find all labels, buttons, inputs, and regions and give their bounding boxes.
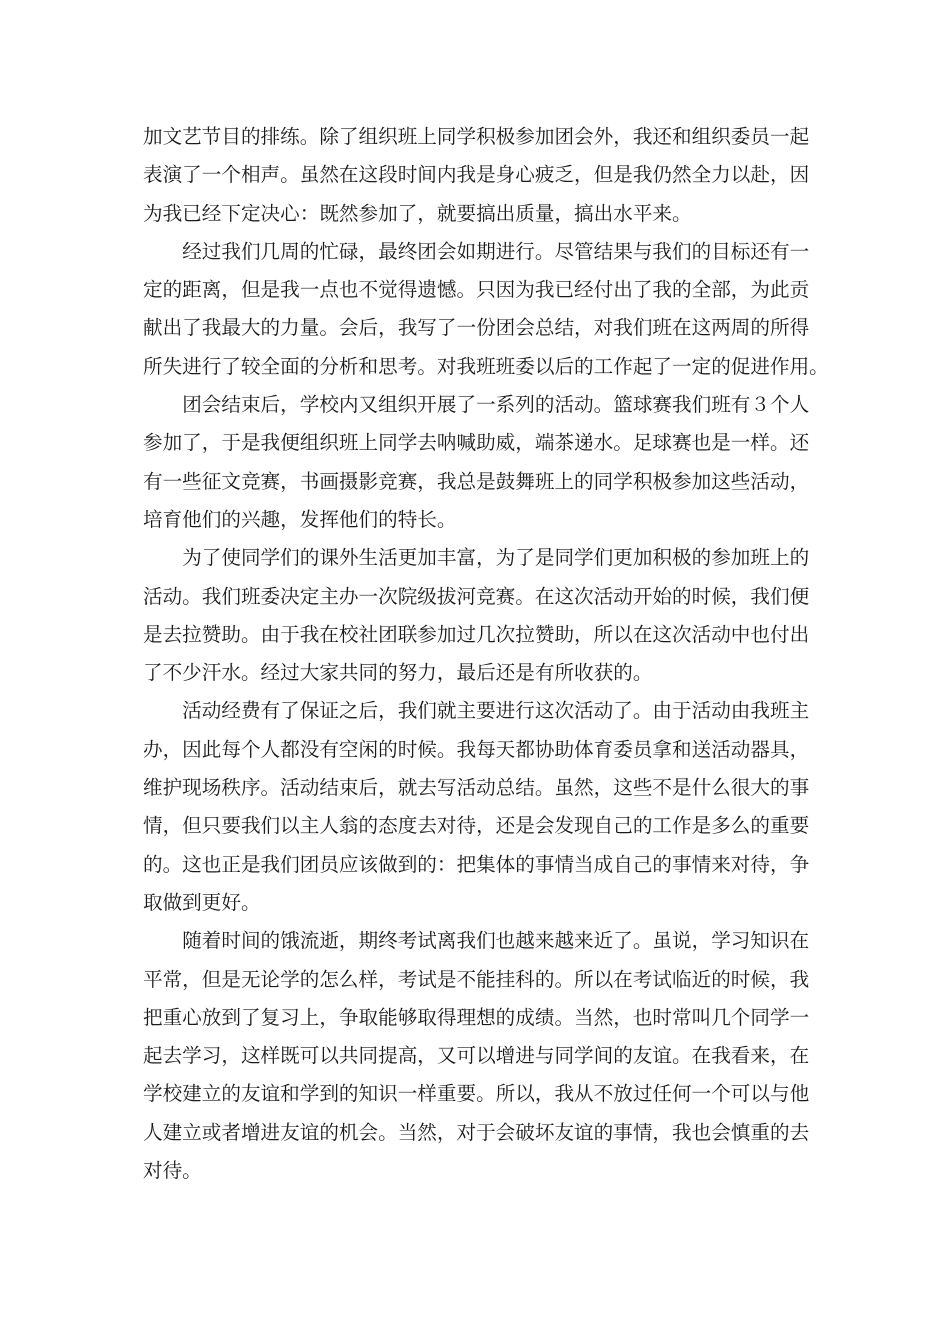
text-line: 办，因此每个人都没有空闲的时候。我每天都协助体育委员拿和送活动器具， — [143, 737, 810, 761]
text-line: 取做到更好。 — [143, 890, 261, 914]
paragraph — [143, 922, 811, 1190]
paragraph — [143, 118, 811, 233]
document-body — [143, 118, 829, 1190]
text-line: 为了使同学们的课外生活更加丰富，为了是同学们更加积极的参加班上的 — [182, 546, 810, 570]
text-line: 维护现场秩序。活动结束后，就去写活动总结。虽然，这些不是什么很大的事 — [143, 776, 810, 800]
text-line: 参加了，于是我便组织班上同学去呐喊助威，端茶递水。足球赛也是一样。还 — [143, 431, 810, 455]
text-line: 起去学习，这样既可以共同提高，又可以增进与同学间的友谊。在我看来，在 — [143, 1044, 810, 1068]
text-line: 培育他们的兴趣，发挥他们的特长。 — [143, 507, 457, 531]
text-line: 团会结束后，学校内又组织开展了一系列的活动。篮球赛我们班有３个人 — [182, 393, 810, 417]
text-line: 学校建立的友谊和学到的知识一样重要。所以，我从不放过任何一个可以与他 — [143, 1082, 810, 1106]
text-line: 加文艺节目的排练。除了组织班上同学积极参加团会外，我还和组织委员一起 — [143, 125, 810, 148]
text-line: 活动经费有了保证之后，我们就主要进行这次活动了。由于活动由我班主 — [182, 699, 810, 723]
paragraph — [143, 386, 811, 539]
text-line: 为我已经下定决心：既然参加了，就要搞出质量，搞出水平来。 — [143, 201, 692, 225]
text-line: 定的距离，但是我一点也不觉得遗憾。只因为我已经付出了我的全部，为此贡 — [143, 278, 810, 302]
text-line: 是去拉赞助。由于我在校社团联参加过几次拉赞助，所以在这次活动中也付出 — [143, 622, 810, 646]
text-line: 平常，但是无论学的怎么样，考试是不能挂科的。所以在考试临近的时候，我 — [143, 967, 810, 991]
text-line: 对待。 — [143, 1159, 202, 1183]
paragraph — [143, 692, 811, 922]
text-line: 所失进行了较全面的分析和思考。对我班班委以后的工作起了一定的促进作用。 — [143, 354, 829, 378]
text-line: 活动。我们班委决定主办一次院级拔河竞赛。在这次活动开始的时候，我们便 — [143, 584, 810, 608]
text-line: 随着时间的饿流逝，期终考试离我们也越来越来近了。虽说，学习知识在 — [182, 929, 810, 953]
paragraph — [143, 539, 811, 692]
text-line: 献出了我最大的力量。会后，我写了一份团会总结，对我们班在这两周的所得 — [143, 316, 810, 340]
text-line: 经过我们几周的忙碌，最终团会如期进行。尽管结果与我们的目标还有一 — [182, 239, 810, 263]
text-line: 人建立或者增进友谊的机会。当然，对于会破坏友谊的事情，我也会慎重的去 — [143, 1120, 810, 1144]
text-line: 表演了一个相声。虽然在这段时间内我是身心疲乏，但是我仍然全力以赴，因 — [143, 163, 810, 187]
text-line: 把重心放到了复习上，争取能够取得理想的成绩。当然，也时常叫几个同学一 — [143, 1005, 810, 1029]
text-line: 的。这也正是我们团员应该做到的：把集体的事情当成自己的事情来对待，争 — [143, 852, 810, 876]
text-line: 情，但只要我们以主人翁的态度去对待，还是会发现自己的工作是多么的重要 — [143, 814, 810, 838]
paragraph — [143, 233, 829, 386]
text-line: 了不少汗水。经过大家共同的努力，最后还是有所收获的。 — [143, 661, 653, 685]
text-line: 有一些征文竞赛，书画摄影竞赛，我总是鼓舞班上的同学积极参加这些活动， — [143, 469, 810, 493]
